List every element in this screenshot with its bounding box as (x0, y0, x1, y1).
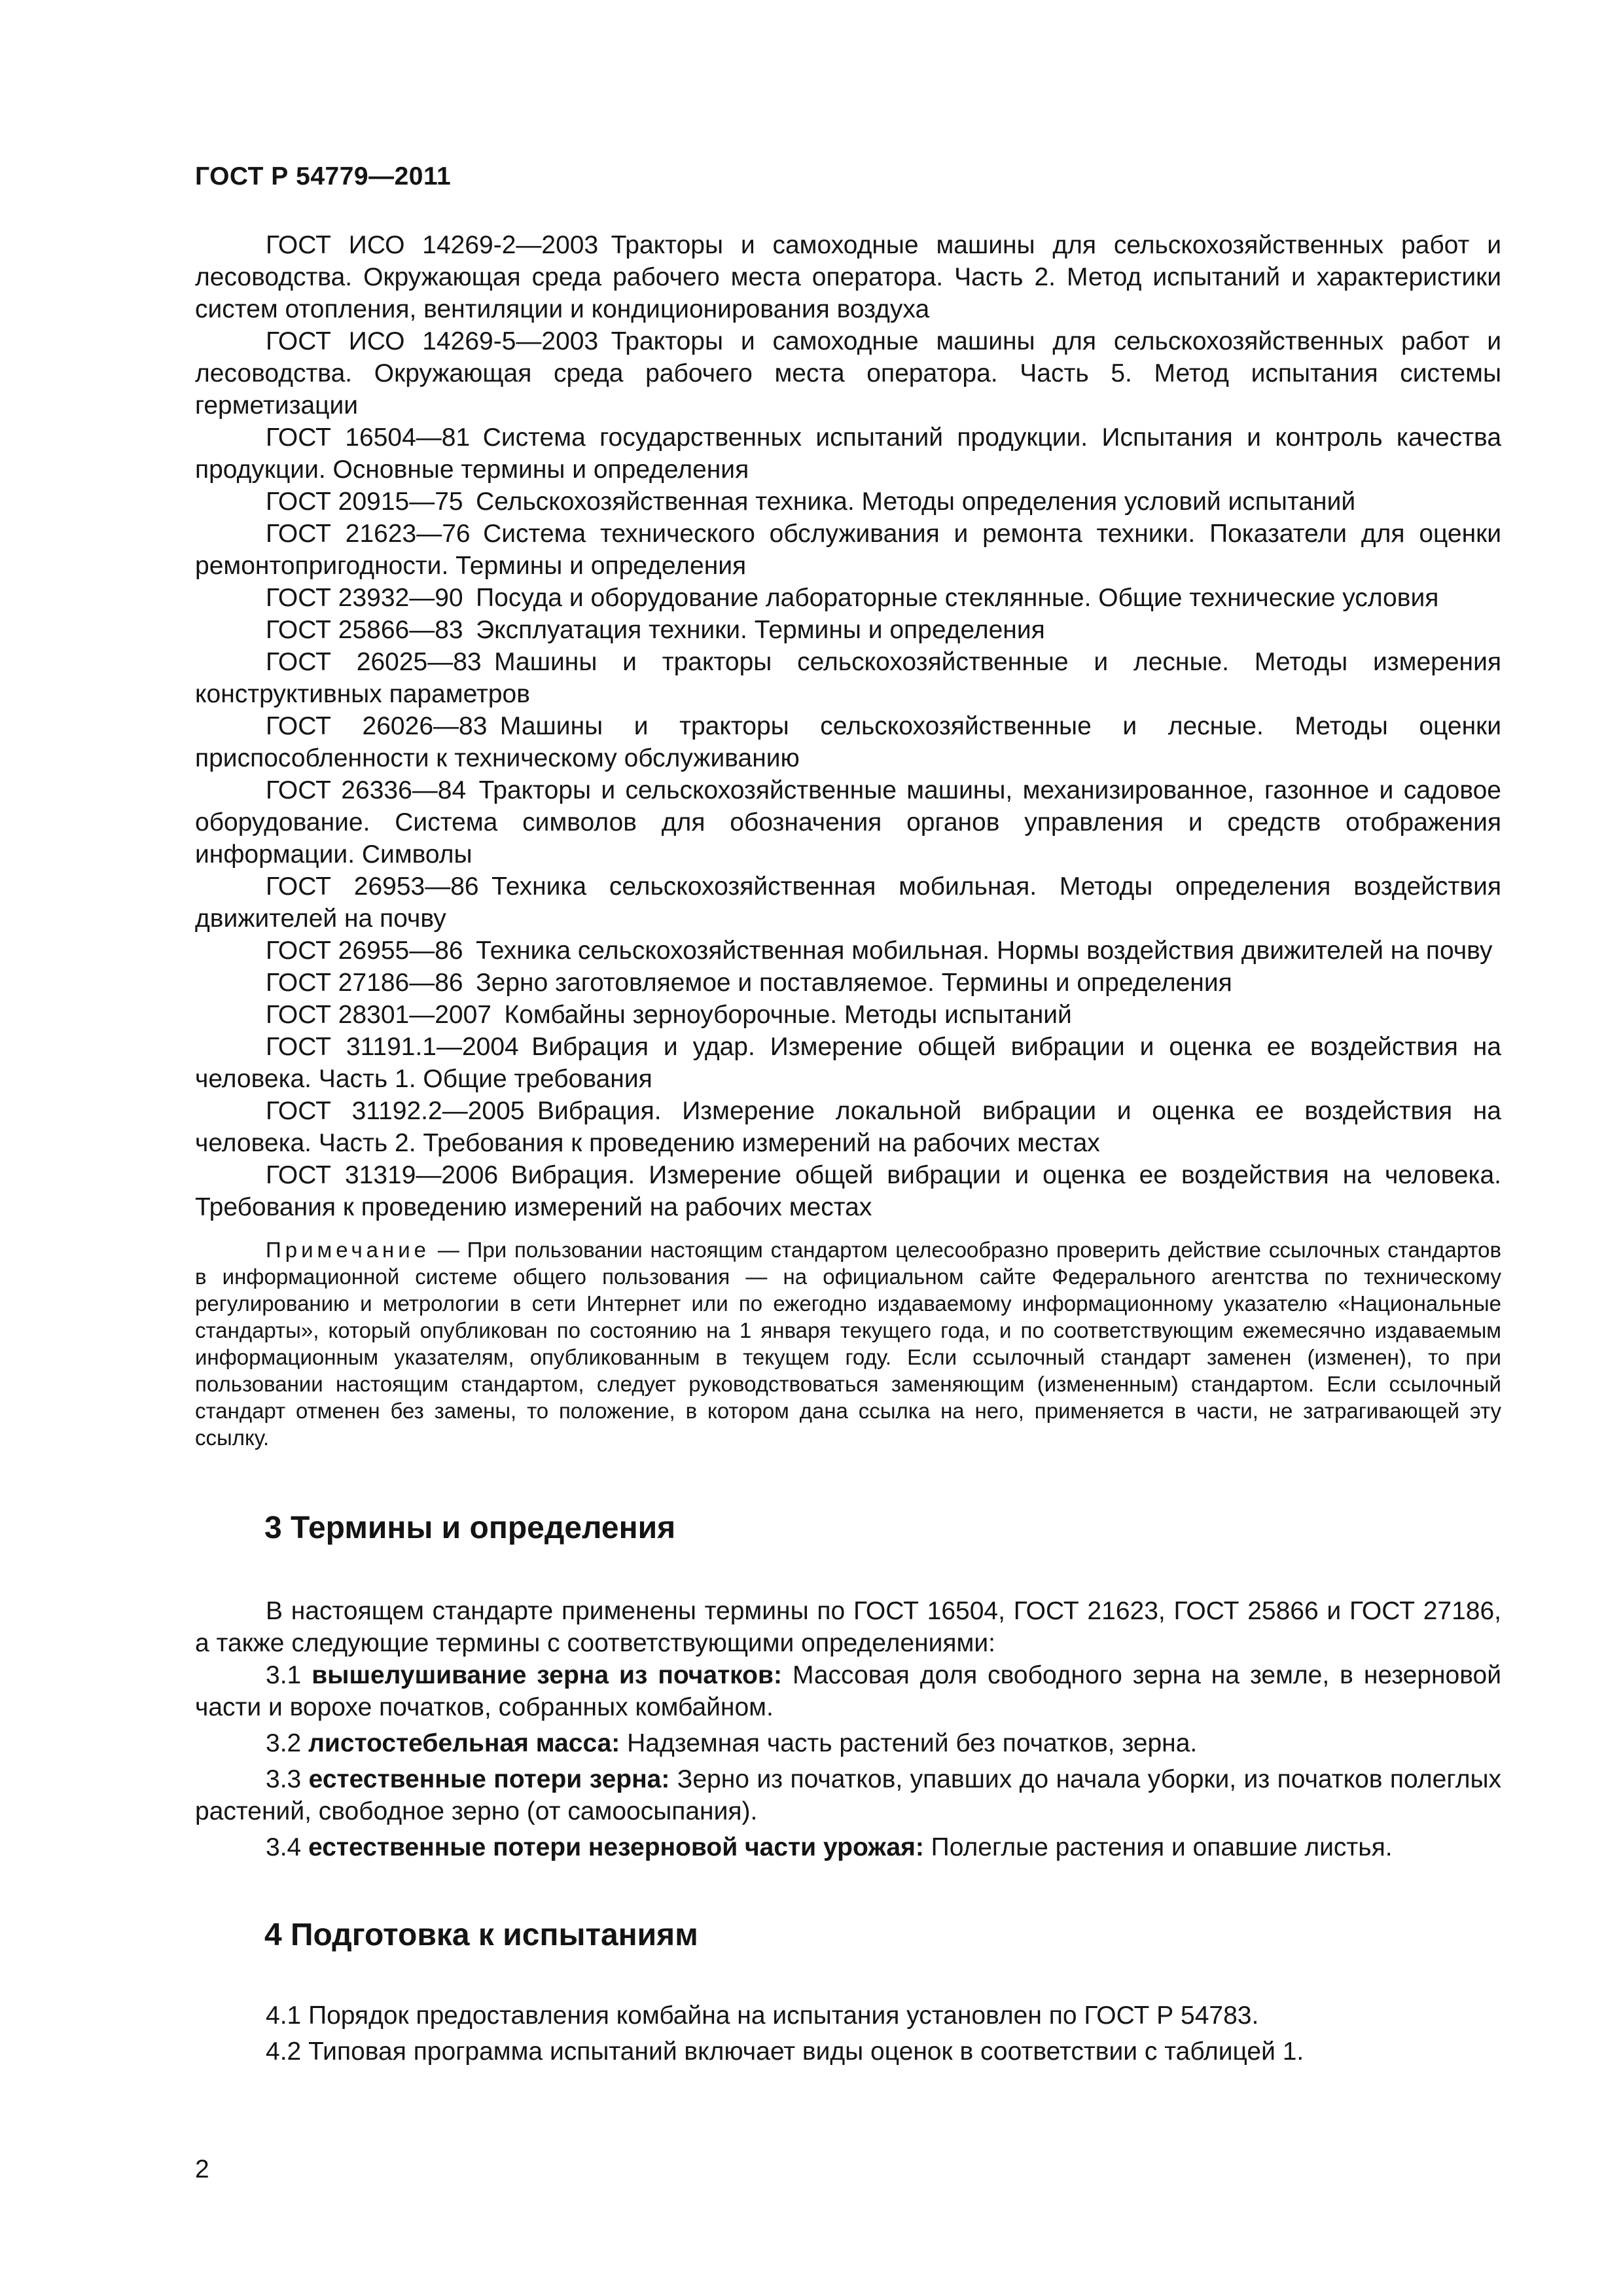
reference-item (195, 870, 1501, 935)
reference-code: ГОСТ 31319—2006 (266, 1161, 499, 1189)
reference-code: ГОСТ ИСО 14269-5—2003 (266, 327, 599, 355)
section-4-items (195, 2000, 1501, 2068)
reference-item (195, 422, 1501, 486)
reference-title: Техника сельскохозяйственная мобильная. Методы определения воздействия движителей на почву (195, 872, 1501, 933)
reference-item (195, 582, 1501, 614)
term-number: 3.2 (266, 1729, 302, 1757)
term-text: Зерно из початков, упавших до начала уборки, из початков полеглых растений, свободное зерно (от самоосыпания). (195, 1765, 1501, 1825)
document-header: ГОСТ Р 54779—2011 (195, 162, 452, 190)
reference-code: ГОСТ 31191.1—2004 (266, 1033, 519, 1061)
reference-title: Вибрация и удар. Измерение общей вибрации и оценка ее воздействия на человека. Часть 1. Общие требования (195, 1033, 1501, 1093)
reference-item (195, 1095, 1501, 1159)
reference-code: ГОСТ 27186—86 (266, 969, 463, 997)
note-label: Примечание (266, 1238, 431, 1262)
reference-item (195, 999, 1501, 1031)
reference-title: Вибрация. Измерение локальной вибрации и оценка ее воздействия на человека. Часть 2. Требования к проведению измерений на рабочих местах (195, 1097, 1501, 1157)
reference-code: ГОСТ 28301—2007 (266, 1001, 492, 1029)
note-paragraph (195, 1236, 1501, 1451)
reference-title: Тракторы и самоходные машины для сельскохозяйственных работ и лесоводства. Окружающая среда рабочего места оператора. Часть 2. Метод испытаний и характеристики систем отопления, вентиляции и кондиционирования воздуха (195, 231, 1501, 323)
reference-title: Вибрация. Измерение общей вибрации и оценка ее воздействия на человека. Требования к проведению измерений на рабочих местах (195, 1161, 1501, 1221)
references-list (195, 229, 1501, 1223)
reference-code: ГОСТ 23932—90 (266, 584, 463, 612)
reference-code: ГОСТ ИСО 14269-2—2003 (266, 231, 599, 259)
term-name: вышелушивание зерна из початков: (312, 1661, 782, 1689)
reference-title: Система государственных испытаний продукции. Испытания и контроль качества продукции. Основные термины и определения (195, 423, 1502, 484)
item-number: 4.2 (266, 2037, 302, 2066)
reference-title: Посуда и оборудование лабораторные стеклянные. Общие технические условия (476, 584, 1439, 612)
item-text: Типовая программа испытаний включает виды оценок в соответствии с таблицей 1. (308, 2037, 1304, 2066)
item-text: Порядок предоставления комбайна на испытания установлен по ГОСТ Р 54783. (308, 2001, 1259, 2030)
reference-item (195, 325, 1501, 422)
reference-item (195, 486, 1501, 518)
section-4-item (195, 2000, 1501, 2032)
reference-code: ГОСТ 20915—75 (266, 488, 463, 516)
reference-item (195, 518, 1501, 582)
reference-title: Эксплуатация техники. Термины и определения (476, 616, 1045, 644)
term-definition (195, 1659, 1501, 1723)
term-number: 3.4 (266, 1833, 302, 1861)
term-text: Массовая доля свободного зерна на земле, в незерновой части и ворохе початков, собранных комбайном. (195, 1661, 1502, 1721)
reference-item (195, 774, 1501, 870)
reference-title: Система технического обслуживания и ремонта техники. Показатели для оценки ремонтопригодности. Термины и определения (195, 520, 1501, 580)
reference-item (195, 646, 1501, 710)
document-body (195, 229, 1501, 2068)
reference-code: ГОСТ 26955—86 (266, 937, 463, 965)
term-definition (195, 1831, 1501, 1863)
note-text: — При пользовании настоящим стандартом целесообразно проверить действие ссылочных стандартов в информационной системе общего пользования — на официальном сайте Федерального агентства по техническому регулированию и метрологии в сети Интернет или по ежегодно издаваемому информационному указателю «Национальные стандарты», который опубликован по состоянию на 1 января текущего года, и по соответствующим ежемесячно издаваемым информационным указателям, опубликованным в текущем году. Если ссылочный стандарт заменен (изменен), то при пользовании настоящим стандартом, следует руководствоваться заменяющим (измененным) стандартом. Если ссылочный стандарт отменен без замены, то положение, в котором дана ссылка на него, применяется в части, не затрагивающей эту ссылку. (195, 1238, 1501, 1450)
reference-item (195, 967, 1501, 999)
reference-item (195, 229, 1501, 325)
terms-list (195, 1659, 1501, 1863)
term-definition (195, 1727, 1501, 1759)
section-3-title: 3 Термины и определения (264, 1511, 676, 1545)
reference-code: ГОСТ 26336—84 (266, 776, 467, 804)
reference-title: Машины и тракторы сельскохозяйственные и лесные. Методы измерения конструктивных параметров (195, 648, 1501, 708)
section-4-title: 4 Подготовка к испытаниям (264, 1918, 698, 1952)
reference-title: Машины и тракторы сельскохозяйственные и лесные. Методы оценки приспособленности к техническому обслуживанию (195, 712, 1501, 772)
reference-title: Зерно заготовляемое и поставляемое. Термины и определения (476, 969, 1232, 997)
page-number: 2 (195, 2155, 209, 2183)
reference-code: ГОСТ 16504—81 (266, 423, 471, 452)
term-number: 3.1 (266, 1661, 302, 1689)
term-number: 3.3 (266, 1765, 302, 1793)
term-text: Полеглые растения и опавшие листья. (931, 1833, 1393, 1861)
term-name: естественные потери незерновой части урожая: (308, 1833, 924, 1861)
term-definition (195, 1763, 1501, 1827)
reference-item (195, 935, 1501, 967)
section-4-item (195, 2036, 1501, 2068)
reference-title: Комбайны зерноуборочные. Методы испытаний (504, 1001, 1072, 1029)
term-name: естественные потери зерна: (308, 1765, 670, 1793)
reference-item (195, 1159, 1501, 1223)
reference-title: Сельскохозяйственная техника. Методы определения условий испытаний (476, 488, 1356, 516)
reference-code: ГОСТ 31192.2—2005 (266, 1097, 525, 1125)
reference-title: Тракторы и сельскохозяйственные машины, механизированное, газонное и садовое оборудование. Система символов для обозначения органов управления и средств отображения информации. Символы (195, 776, 1501, 869)
term-text: Надземная часть растений без початков, зерна. (627, 1729, 1198, 1757)
term-name: листостебельная масса: (308, 1729, 620, 1757)
item-number: 4.1 (266, 2001, 302, 2030)
reference-item (195, 710, 1501, 774)
reference-item (195, 1031, 1501, 1095)
reference-code: ГОСТ 26953—86 (266, 872, 479, 901)
reference-title: Тракторы и самоходные машины для сельскохозяйственных работ и лесоводства. Окружающая среда рабочего места оператора. Часть 5. Метод испытания системы герметизации (195, 327, 1501, 420)
reference-code: ГОСТ 26026—83 (266, 712, 488, 740)
reference-code: ГОСТ 26025—83 (266, 648, 482, 676)
reference-code: ГОСТ 25866—83 (266, 616, 463, 644)
reference-title: Техника сельскохозяйственная мобильная. Нормы воздействия движителей на почву (476, 937, 1493, 965)
reference-item (195, 614, 1501, 646)
section-3-intro: В настоящем стандарте применены термины по ГОСТ 16504, ГОСТ 21623, ГОСТ 25866 и ГОСТ 27186, а также следующие термины с соответствующими определениями: (195, 1597, 1501, 1657)
reference-code: ГОСТ 21623—76 (266, 520, 471, 548)
